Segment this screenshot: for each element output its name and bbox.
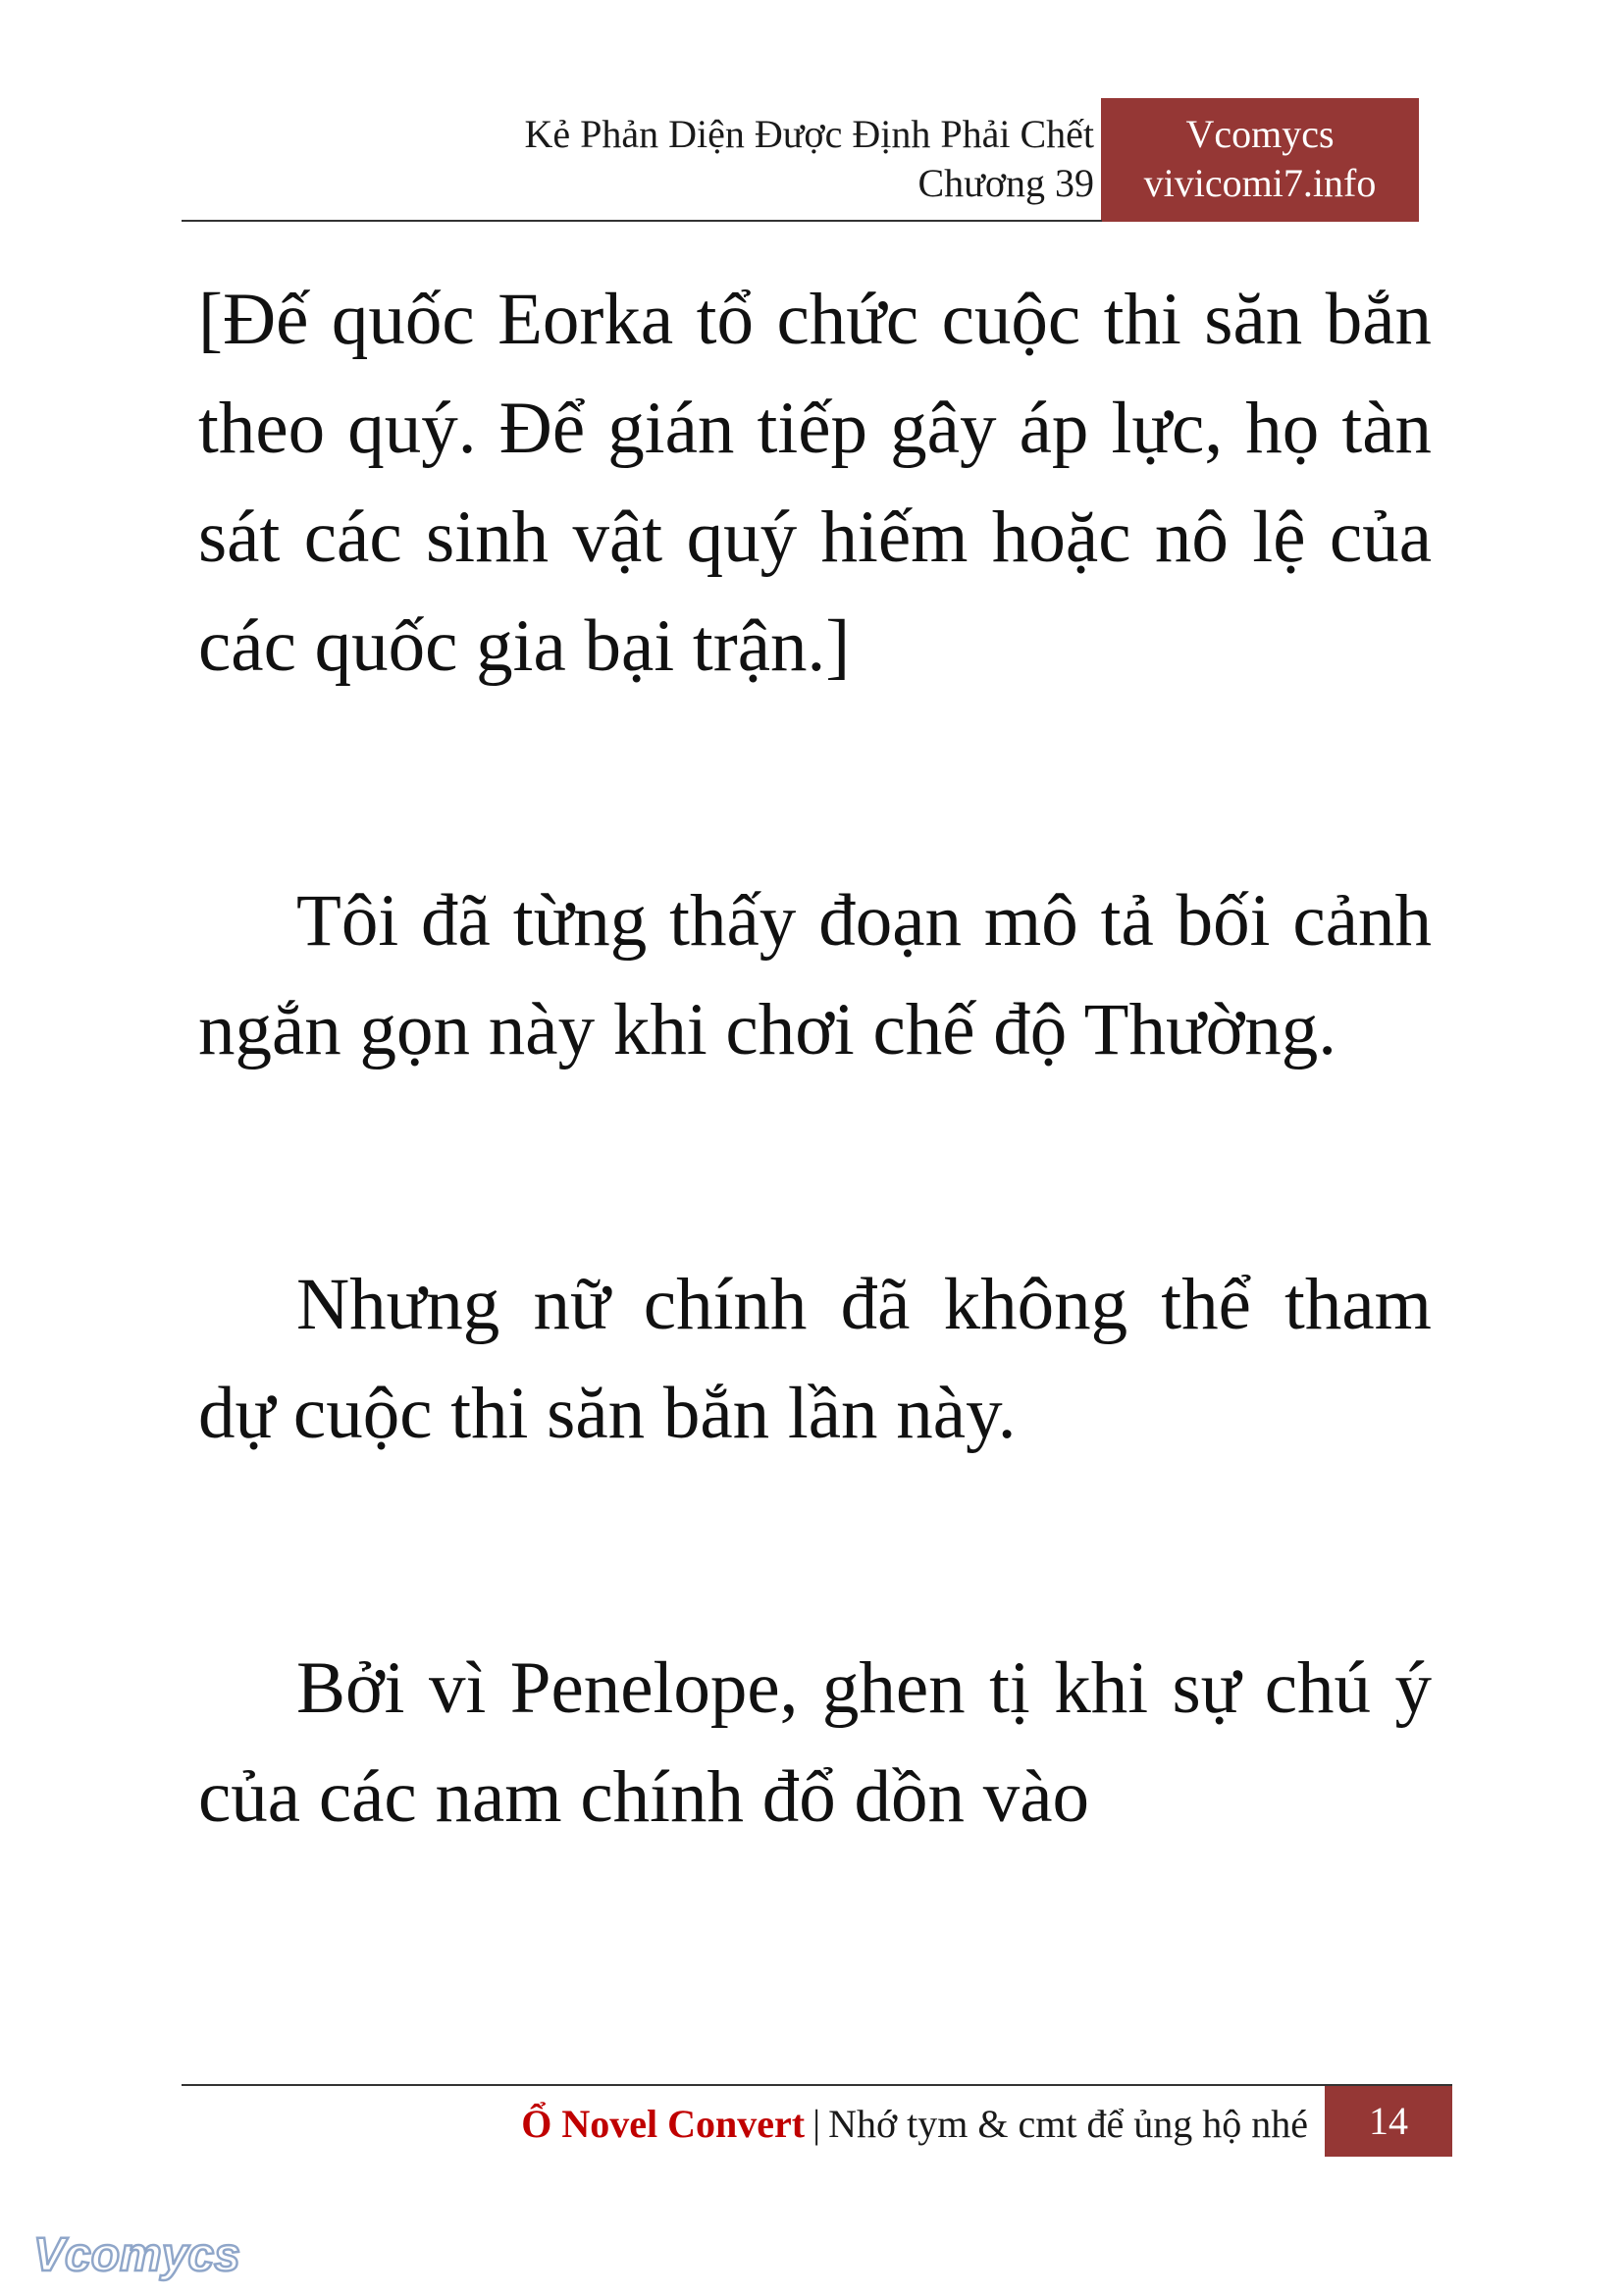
- site-badge: [1101, 98, 1419, 222]
- book-title: Kẻ Phản Diện Được Định Phải Chết: [524, 112, 1094, 156]
- footer-divider: [182, 2084, 1452, 2086]
- page-header: [524, 110, 1094, 208]
- site-url: vivicomi7.info: [1143, 161, 1377, 205]
- header-divider: [182, 220, 1102, 222]
- page-body: [198, 265, 1432, 1852]
- footer-message: Nhớ tym & cmt để ủng hộ nhé: [828, 2102, 1308, 2146]
- page-footer: [521, 2100, 1308, 2149]
- chapter-label: Chương 39: [917, 161, 1094, 205]
- site-name: Vcomycs: [1185, 112, 1335, 156]
- vcomycs-watermark-logo: [29, 2219, 255, 2288]
- page-number: 14: [1369, 2099, 1408, 2143]
- watermark-logo-text: Vcomycs: [33, 2229, 240, 2281]
- footer-brand: Ổ Novel Convert: [521, 2102, 806, 2146]
- page-number-badge: [1325, 2086, 1452, 2157]
- paragraph: Bởi vì Penelope, ghen tị khi sự chú ý của các nam chính đổ dồn vào: [198, 1647, 1432, 1838]
- footer-separator: |: [812, 2102, 821, 2146]
- paragraph: Nhưng nữ chính đã không thể tham dự cuộc thi săn bắn lần này.: [198, 1264, 1432, 1454]
- paragraph: Tôi đã từng thấy đoạn mô tả bối cảnh ngắn gọn này khi chơi chế độ Thường.: [198, 880, 1432, 1070]
- paragraph: [Đế quốc Eorka tổ chức cuộc thi săn bắn theo quý. Để gián tiếp gây áp lực, họ tàn sát các sinh vật quý hiếm hoặc nô lệ của các quốc gia bại trận.]: [198, 279, 1432, 687]
